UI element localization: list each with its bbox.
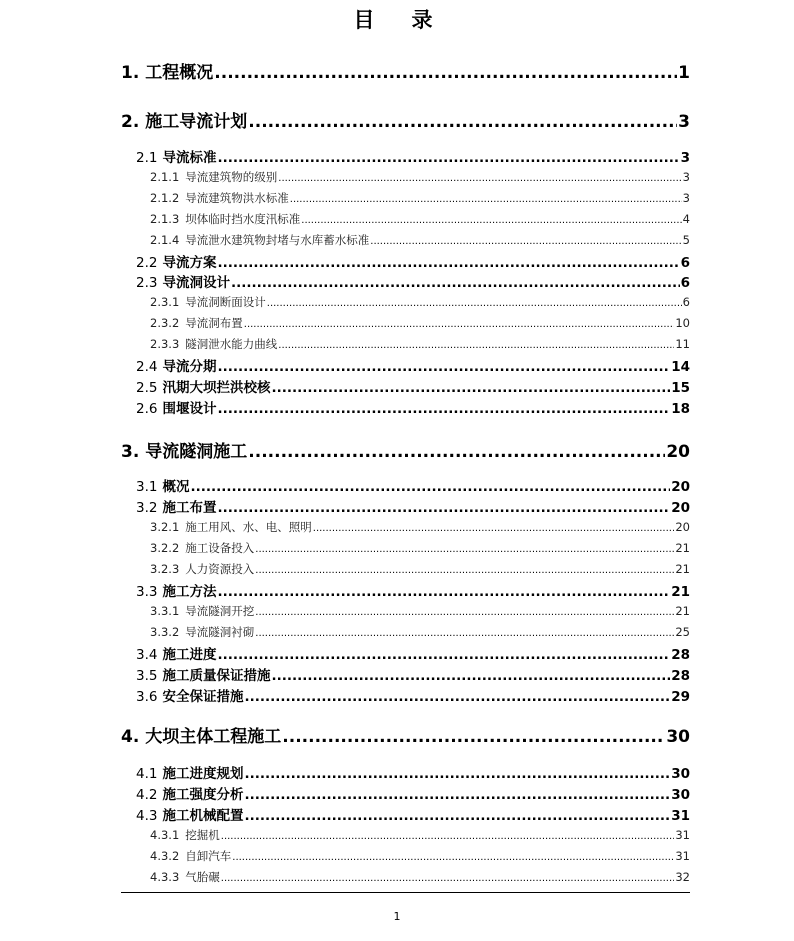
toc-leader-dots <box>217 255 679 271</box>
toc-leader-dots <box>248 112 677 132</box>
toc-entry-title: 施工机械配置 <box>162 808 244 824</box>
toc-leader-dots <box>217 401 670 417</box>
toc-entry-number: 3. <box>121 442 140 462</box>
toc-entry-number: 3.3 <box>136 584 158 600</box>
toc-entry[interactable] <box>150 211 690 227</box>
toc-entry[interactable] <box>136 475 690 495</box>
toc-entry-title: 施工方法 <box>162 584 217 600</box>
toc-entry-title: 施工进度规划 <box>162 766 244 782</box>
toc-entry[interactable] <box>150 561 690 577</box>
toc-leader-dots <box>217 584 670 600</box>
toc-entry-number: 2.1.3 <box>150 212 180 226</box>
toc-entry-number: 2.3.1 <box>150 295 180 309</box>
toc-entry[interactable] <box>121 437 690 462</box>
toc-entry-number: 3.2 <box>136 500 158 516</box>
toc-entry[interactable] <box>136 271 690 291</box>
toc-entry-title: 概况 <box>162 479 190 495</box>
toc-entry-number: 2.1.1 <box>150 170 180 184</box>
toc-entry[interactable] <box>150 624 690 640</box>
toc-entry-page: 21 <box>675 562 690 576</box>
toc-entry-title: 导流建筑物洪水标准 <box>185 191 289 205</box>
toc-entry-title: 导流洞布置 <box>185 316 243 330</box>
toc-leader-dots <box>255 544 674 555</box>
toc-entry-title: 导流分期 <box>162 359 217 375</box>
toc-entry-title: 导流洞断面设计 <box>185 295 266 309</box>
toc-entry-number: 4.3 <box>136 808 158 824</box>
toc-entry[interactable] <box>136 762 690 782</box>
toc-leader-dots <box>290 194 682 205</box>
toc-leader-dots <box>271 380 670 396</box>
toc-leader-dots <box>214 63 677 83</box>
toc-entry-page: 21 <box>675 604 690 618</box>
toc-leader-dots <box>217 647 670 663</box>
toc-leader-dots <box>278 340 674 351</box>
toc-entry-title: 汛期大坝拦洪校核 <box>162 380 271 396</box>
toc-entry-page: 32 <box>675 870 690 884</box>
toc-entry[interactable] <box>136 146 690 166</box>
toc-entry[interactable] <box>121 58 690 83</box>
toc-entry-page: 25 <box>675 625 690 639</box>
toc-entry-title: 人力资源投入 <box>185 562 255 576</box>
toc-entry-page: 30 <box>671 787 690 803</box>
toc-leader-dots <box>231 275 680 291</box>
toc-entry-title: 大坝主体工程施工 <box>145 727 282 747</box>
toc-leader-dots <box>255 607 674 618</box>
toc-entry[interactable] <box>136 804 690 824</box>
toc-entry-number: 2.1.4 <box>150 233 180 247</box>
toc-entry-title: 施工用风、水、电、照明 <box>185 520 312 534</box>
toc-entry[interactable] <box>150 540 690 556</box>
toc-entry-page: 11 <box>675 337 690 351</box>
toc-entry[interactable] <box>136 376 690 396</box>
toc-leader-dots <box>190 479 670 495</box>
toc-entry-title: 安全保证措施 <box>162 689 244 705</box>
toc-entry-page: 31 <box>675 828 690 842</box>
toc-entry[interactable] <box>136 643 690 663</box>
toc-leader-dots <box>313 523 675 534</box>
toc-entry-title: 围堰设计 <box>162 401 217 417</box>
toc-entry-page: 30 <box>666 727 690 747</box>
toc-entry-number: 3.2.3 <box>150 562 180 576</box>
toc-entry-page: 20 <box>675 520 690 534</box>
toc-entry-number: 4.3.2 <box>150 849 180 863</box>
toc-leader-dots <box>267 298 682 309</box>
page-number: 1 <box>393 910 401 923</box>
toc-entry[interactable] <box>150 232 690 248</box>
toc-entry[interactable] <box>121 722 690 747</box>
toc-entry-page: 20 <box>671 500 690 516</box>
toc-entry-number: 3.1 <box>136 479 158 495</box>
toc-entry-page: 3 <box>680 150 690 166</box>
toc-entry-page: 4 <box>682 212 690 226</box>
toc-entry-number: 2.3.3 <box>150 337 180 351</box>
footer-divider <box>121 892 690 893</box>
toc-entry-number: 2.4 <box>136 359 158 375</box>
toc-entry-page: 10 <box>675 316 690 330</box>
toc-entry[interactable] <box>150 294 690 310</box>
toc-entry-number: 4.3.3 <box>150 870 180 884</box>
toc-entry-number: 4.1 <box>136 766 158 782</box>
toc-entry-title: 导流标准 <box>162 150 217 166</box>
toc-entry[interactable] <box>136 783 690 803</box>
toc-entry-title: 导流方案 <box>162 255 217 271</box>
toc-entry-page: 6 <box>680 275 690 291</box>
toc-leader-dots <box>244 787 670 803</box>
page-title: 目 录 <box>353 8 441 32</box>
toc-entry-number: 1. <box>121 63 140 83</box>
toc-entry-number: 2.5 <box>136 380 158 396</box>
toc-entry[interactable] <box>150 336 690 352</box>
toc-entry-number: 3.2.2 <box>150 541 180 555</box>
toc-entry-title: 工程概况 <box>145 63 214 83</box>
toc-entry-page: 28 <box>671 668 690 684</box>
toc-entry-title: 导流建筑物的级别 <box>185 170 278 184</box>
toc-entry-title: 导流隧洞施工 <box>145 442 248 462</box>
toc-entry[interactable] <box>136 355 690 375</box>
toc-entry-title: 施工设备投入 <box>185 541 255 555</box>
toc-entry-number: 3.2.1 <box>150 520 180 534</box>
toc-entry-number: 2.3.2 <box>150 316 180 330</box>
toc-entry[interactable] <box>150 519 690 535</box>
toc-entry-title: 施工布置 <box>162 500 217 516</box>
toc-entry-title: 导流隧洞衬砌 <box>185 625 255 639</box>
toc-leader-dots <box>244 689 670 705</box>
toc-entry-title: 施工导流计划 <box>145 112 248 132</box>
toc-leader-dots <box>278 173 681 184</box>
toc-entry-page: 1 <box>678 63 690 83</box>
toc-entry-page: 18 <box>671 401 690 417</box>
toc-leader-dots <box>244 766 670 782</box>
toc-entry-title: 导流泄水建筑物封堵与水库蓄水标准 <box>185 233 370 247</box>
toc-entry-number: 3.3.2 <box>150 625 180 639</box>
toc-leader-dots <box>244 319 675 330</box>
toc-leader-dots <box>232 852 674 863</box>
toc-leader-dots <box>255 565 674 576</box>
toc-entry-page: 31 <box>671 808 690 824</box>
toc-leader-dots <box>217 150 679 166</box>
toc-entry-page: 20 <box>666 442 690 462</box>
toc-leader-dots <box>370 236 681 247</box>
toc-entry-page: 3 <box>678 112 690 132</box>
toc-entry[interactable] <box>150 315 690 331</box>
toc-entry[interactable] <box>136 685 690 705</box>
toc-entry-title: 坝体临时挡水度汛标准 <box>185 212 301 226</box>
toc-entry-page: 5 <box>682 233 690 247</box>
toc-entry-page: 3 <box>682 191 690 205</box>
toc-leader-dots <box>221 831 675 842</box>
toc-entry-title: 导流隧洞开挖 <box>185 604 255 618</box>
toc-entry-title: 隧洞泄水能力曲线 <box>185 337 278 351</box>
toc-entry-title: 施工进度 <box>162 647 217 663</box>
toc-entry[interactable] <box>136 397 690 417</box>
toc-entry-page: 6 <box>682 295 690 309</box>
toc-entry-page: 28 <box>671 647 690 663</box>
toc-entry-title: 自卸汽车 <box>185 849 232 863</box>
toc-entry-page: 21 <box>675 541 690 555</box>
toc-entry-page: 6 <box>680 255 690 271</box>
toc-entry-number: 3.6 <box>136 689 158 705</box>
toc-entry[interactable] <box>121 107 690 132</box>
toc-entry-number: 2.3 <box>136 275 158 291</box>
toc-leader-dots <box>282 727 665 747</box>
toc-leader-dots <box>221 873 675 884</box>
toc-entry-page: 3 <box>682 170 690 184</box>
toc-entry-number: 3.3.1 <box>150 604 180 618</box>
toc-entry[interactable] <box>150 869 690 885</box>
toc-entry-page: 14 <box>671 359 690 375</box>
toc-leader-dots <box>255 628 674 639</box>
toc-leader-dots <box>217 359 670 375</box>
toc-entry-page: 15 <box>671 380 690 396</box>
toc-entry-number: 3.5 <box>136 668 158 684</box>
toc-entry-title: 施工质量保证措施 <box>162 668 271 684</box>
toc-entry-number: 4. <box>121 727 140 747</box>
toc-entry-number: 2.2 <box>136 255 158 271</box>
toc-entry[interactable] <box>150 190 690 206</box>
toc-leader-dots <box>271 668 670 684</box>
toc-entry-number: 4.2 <box>136 787 158 803</box>
toc-entry-number: 2.1.2 <box>150 191 180 205</box>
toc-entry-title: 挖掘机 <box>185 828 220 842</box>
toc-entry[interactable] <box>150 827 690 843</box>
toc-leader-dots <box>217 500 670 516</box>
toc-entry-page: 20 <box>671 479 690 495</box>
toc-entry-title: 导流洞设计 <box>162 275 230 291</box>
toc-entry-page: 21 <box>671 584 690 600</box>
toc-entry-number: 4.3.1 <box>150 828 180 842</box>
toc-entry[interactable] <box>136 251 690 271</box>
toc-entry[interactable] <box>136 664 690 684</box>
toc-entry-number: 2.6 <box>136 401 158 417</box>
toc-entry[interactable] <box>136 580 690 600</box>
toc-entry[interactable] <box>136 496 690 516</box>
toc-entry-title: 施工强度分析 <box>162 787 244 803</box>
toc-leader-dots <box>248 442 665 462</box>
toc-entry[interactable] <box>150 848 690 864</box>
toc-entry-page: 29 <box>671 689 690 705</box>
toc-entry-title: 气胎碾 <box>185 870 220 884</box>
toc-entry-number: 2.1 <box>136 150 158 166</box>
toc-entry[interactable] <box>150 169 690 185</box>
toc-leader-dots <box>301 215 681 226</box>
toc-entry-page: 31 <box>675 849 690 863</box>
toc-entry-number: 2. <box>121 112 140 132</box>
toc-entry[interactable] <box>150 603 690 619</box>
toc-entry-number: 3.4 <box>136 647 158 663</box>
toc-leader-dots <box>244 808 670 824</box>
toc-entry-page: 30 <box>671 766 690 782</box>
